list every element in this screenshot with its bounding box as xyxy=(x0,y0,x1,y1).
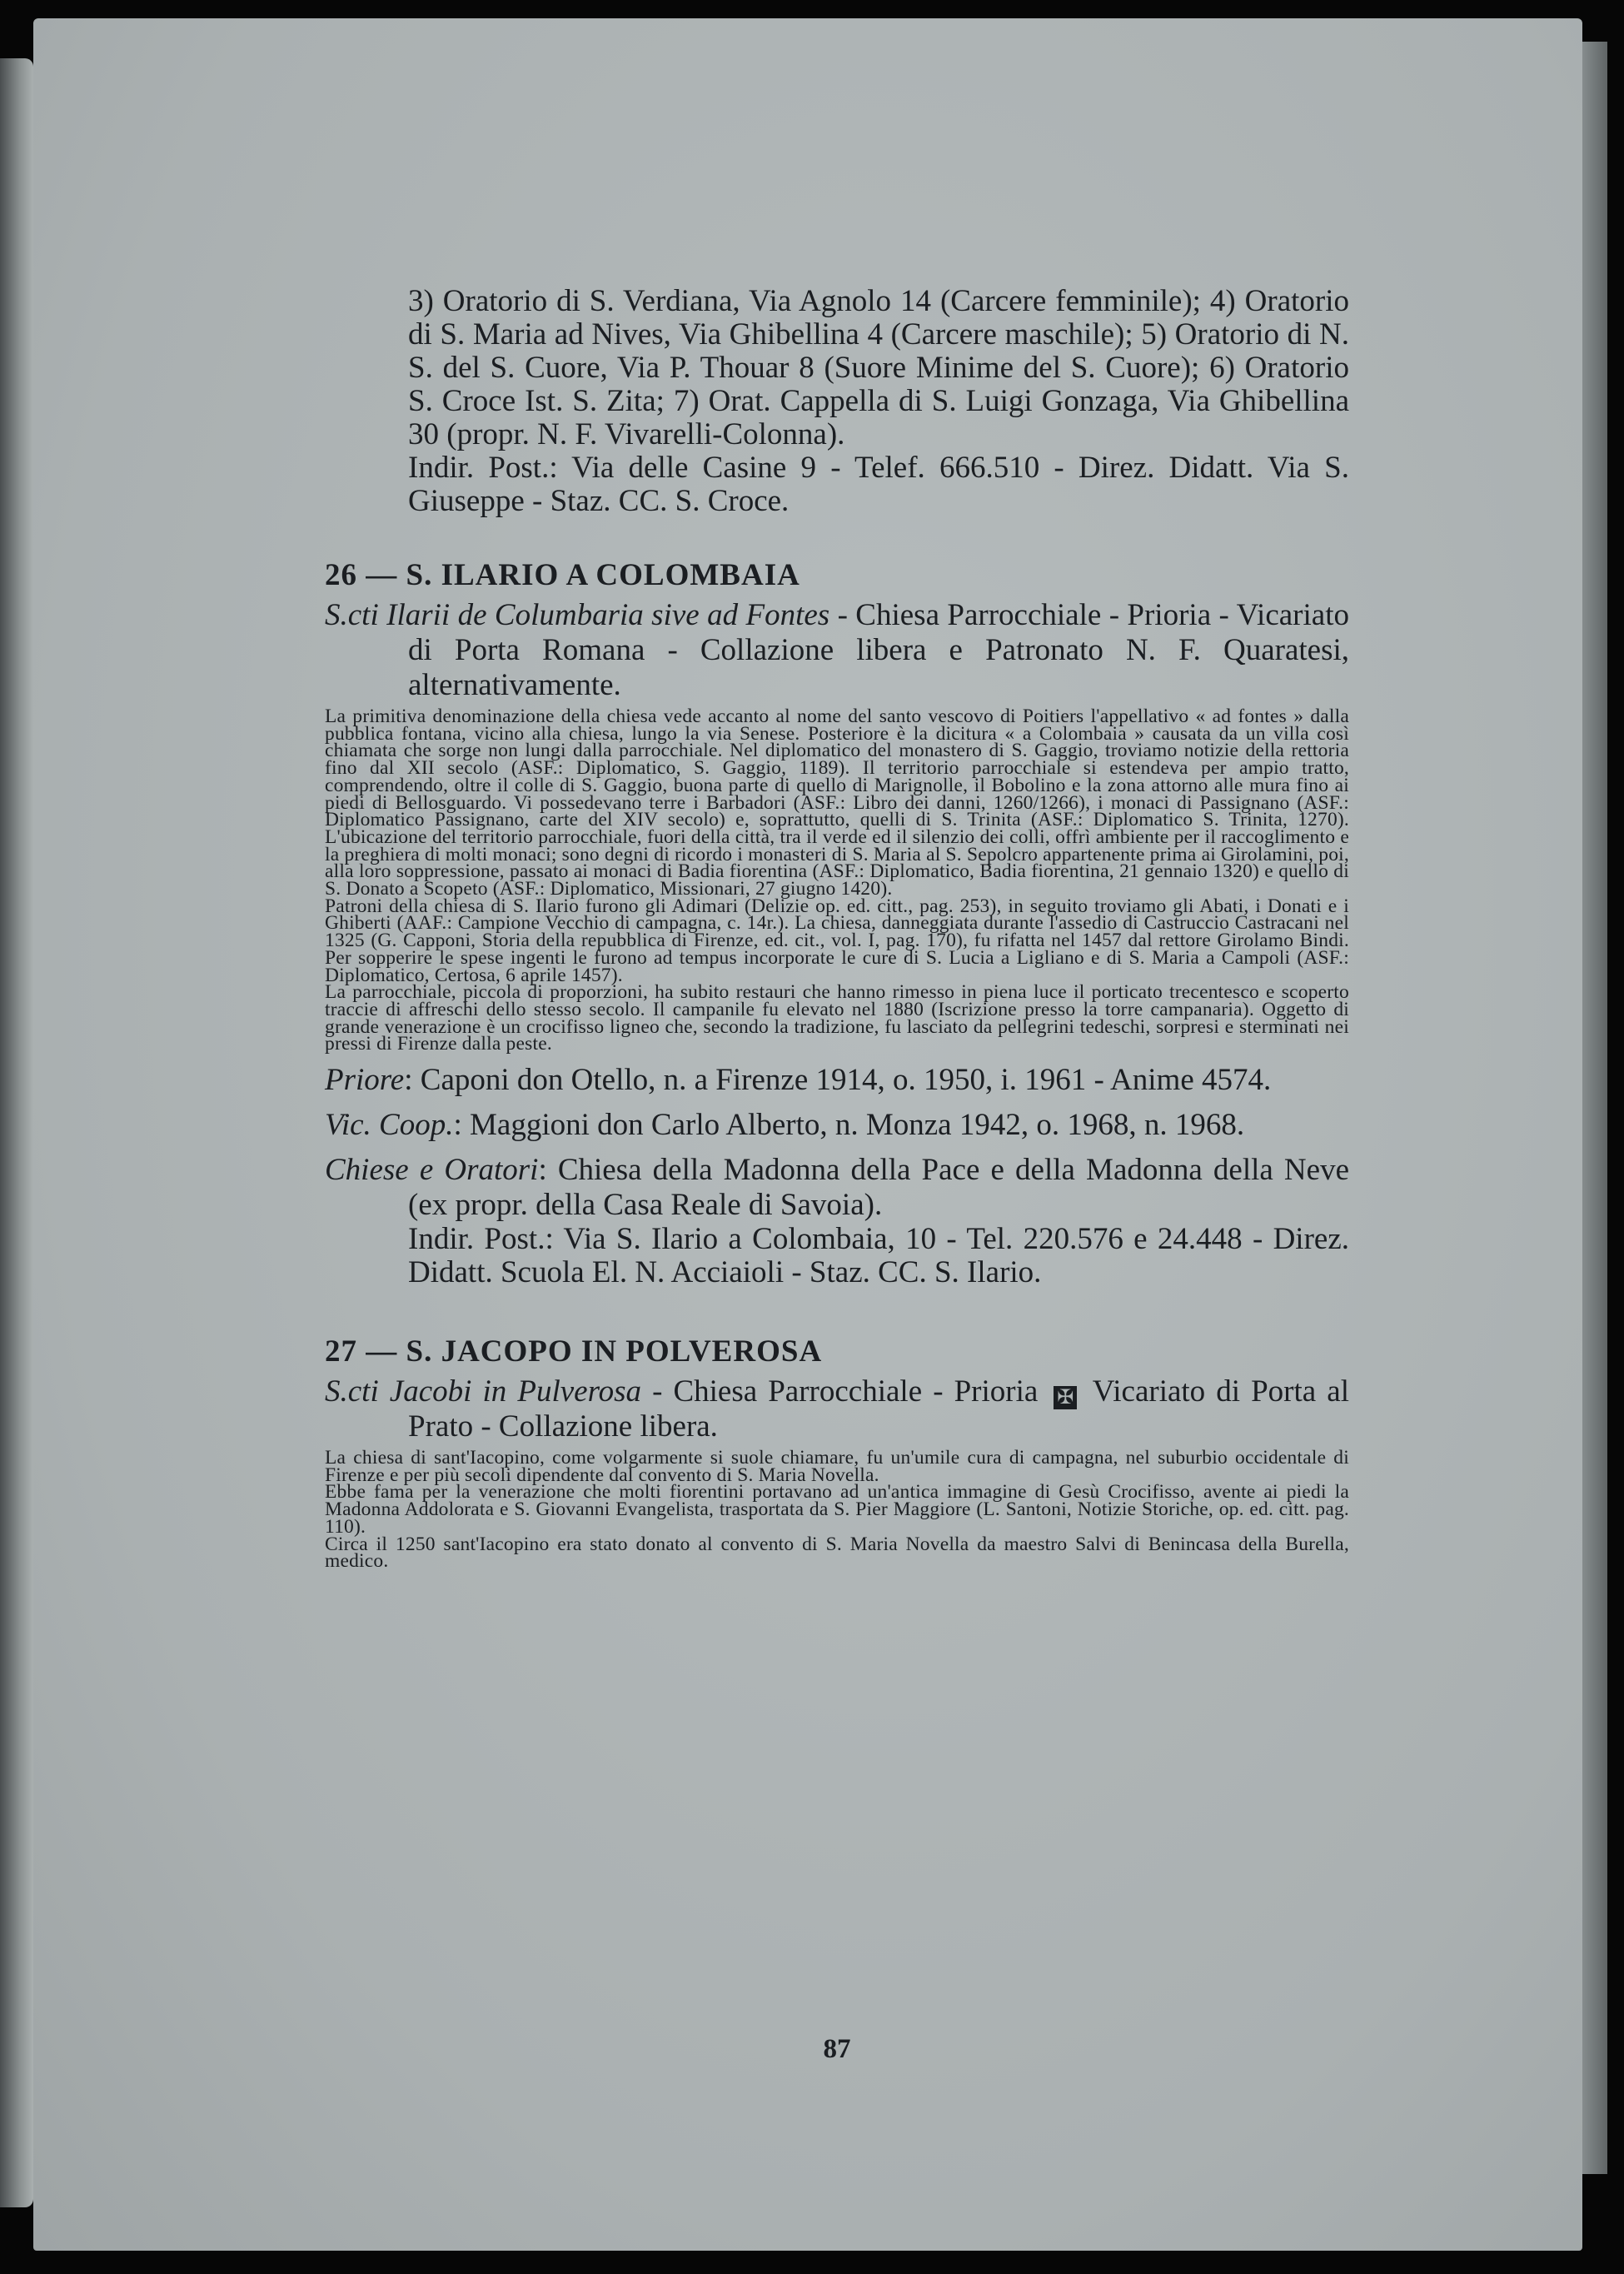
entry-26-chiese xyxy=(325,1153,1349,1223)
entry-26-indirizzo: Indir. Post.: Via S. Ilario a Colombaia, 10 - Tel. 220.576 e 24.448 - Direz. Didatt. Scuola El. N. Acciaioli - Staz. CC. S. Ilario. xyxy=(408,1222,1349,1290)
chiese-text: : Chiesa della Madonna della Pace e della Madonna della Neve (ex propr. della Casa Reale di Savoia). xyxy=(408,1153,1350,1223)
entry-26-priore xyxy=(325,1063,1349,1098)
entry-26-note-2: Patroni della chiesa di S. Ilario furono gli Adimari (Delizie op. ed. citt., pag. 253), in seguito troviamo gli Abati, i Donati e i Ghiberti (AAF.: Campione Vecchio di campagna, c. 14r.). La chiesa, danneggiata durante l'assedio di Castruccio Castracani nel 1325 (G. Capponi, Storia della repubblica di Firenze, ed. cit., vol. I, pag. 170), fu rifatta nel 1457 dal rettore Girolamo Bindi. Per sopperire le spese ingenti le furono ad tempus incorporate le cure di S. Lucia a Ligliano e di S. Maria a Campoli (ASF.: Diplomatico, Certosa, 6 aprile 1457). xyxy=(325,895,1349,986)
entry-26-description: - Chiesa Parrocchiale - Prioria - Vicariato di Porta Romana - Collazione libera e Patronato N. F. Quaratesi, alternativamente. xyxy=(408,598,1349,702)
continuation-oratori: 3) Oratorio di S. Verdiana, Via Agnolo 14 (Carcere femminile); 4) Oratorio di S. Maria ad Nives, Via Ghibellina 4 (Carcere maschile); 5) Oratorio di N. S. del S. Cuore, Via P. Thouar 8 (Suore Minime del S. Cuore); 6) Oratorio S. Croce Ist. S. Zita; 7) Orat. Cappella di S. Luigi Gonzaga, Via Ghibellina 30 (propr. N. F. Vivarelli-Colonna). xyxy=(408,284,1349,451)
entry-27-heading: 27 — S. JACOPO IN POLVEROSA xyxy=(325,1334,823,1369)
entry-27-note-1: La chiesa di sant'Iacopino, come volgarmente si suole chiamare, fu un'umile cura di campagna, nel suburbio occidentale di Firenze e per più secoli dipendente dal convento di S. Maria Novella. xyxy=(325,1447,1349,1486)
entry-27-note-3: Circa il 1250 sant'Iacopino era stato donato al convento di S. Maria Novella da maestro Salvi di Benincasa della Burella, medico. xyxy=(325,1533,1349,1573)
continuation-block xyxy=(325,285,1349,518)
page-number: 87 xyxy=(823,2034,851,2064)
page-content xyxy=(325,284,1350,2064)
priore-label: Priore xyxy=(325,1063,405,1098)
maltese-cross-icon: ✠ xyxy=(1054,1386,1077,1409)
entry-27-note-2: Ebbe fama per la venerazione che molti fiorentini portavano ad un'antica immagine di Gesù Crocifisso, avente ai piedi la Madonna Addolorata e S. Giovanni Evangelista, trasportata da S. Pier Maggiore (L. Santoni, Notizie Storiche, op. ed. citt. pag. 110). xyxy=(325,1481,1349,1538)
entry-26-vic-coop xyxy=(325,1108,1349,1143)
entry-26-note-1: La primitiva denominazione della chiesa vede accanto al nome del santo vescovo di Poitiers l'appellativo « ad fontes » dalla pubblica fontana, vicino alla chiesa, lungo la via Senese. Posteriore è la dicitura « a Colombaia » causata da un villa così chiamata che sorge non lungi dalla parrocchiale. Nel diplomatico del monastero di S. Gaggio, troviamo notizie della rettoria fino dal XII secolo (ASF.: Diplomatico, S. Gaggio, 1189). Il territorio parrocchiale si estendeva per ampio tratto, comprendendo, oltre il colle di S. Gaggio, buona parte di quello di Marignolle, il Bobolino e la zona attorno alle mura fino ai piedi di Bellosguardo. Vi possedevano terre i Barbadori (ASF.: Libro dei danni, 1260/1266), i monaci di Passignano (ASF.: Diplomatico Passignano, carte del XIV secolo) e, soprattutto, quelli di S. Trinita (ASF.: Diplomatico S. Trinita, 1270). L'ubicazione del territorio parrocchiale, fuori della città, tra il verde ed il silenzio dei colli, offrì ambiente per il raccoglimento e la preghiera di molti monaci; sono degni di ricordo i monasteri di S. Maria al S. Sepolcro appartenente prima ai Girolamini, poi, alla loro soppressione, passato ai monaci di Badia fiorentina (ASF.: Diplomatico, Badia fiorentina, 21 gennaio 1320) e quello di S. Donato a Scopeto (ASF.: Diplomatico, Missionari, 27 giugno 1420). xyxy=(325,706,1349,900)
facing-page-edge xyxy=(0,58,33,2207)
vic-coop-text: : Maggioni don Carlo Alberto, n. Monza 1942, o. 1968, n. 1968. xyxy=(453,1108,1245,1143)
entry-27-description-b: Vicariato di Porta al Prato - Collazione libera. xyxy=(408,1374,1349,1444)
entry-26-indirizzo-block xyxy=(325,1223,1349,1289)
entry-26-note-3: La parrocchiale, piccola di proporzioni, ha subito restauri che hanno rimesso in piena luce il porticato trecentesco e scoperto traccie di affreschi dello stesso secolo. Il campanile fu elevato nel 1880 (Iscrizione presso la torre campanaria). Oggetto di grande venerazione è un crocifisso ligneo che, secondo la tradizione, fu lasciato da pellegrini tedeschi, sorpresi e sterminati nei pressi di Firenze dalla peste. xyxy=(325,981,1349,1055)
book-page xyxy=(33,18,1582,2251)
entry-26-heading: 26 — S. ILARIO A COLOMBAIA xyxy=(325,558,800,592)
entry-27-description-a: - Chiesa Parrocchiale - Prioria xyxy=(641,1374,1049,1409)
entry-26-title xyxy=(325,598,1349,703)
vic-coop-label: Vic. Coop. xyxy=(325,1108,454,1143)
entry-27-title xyxy=(325,1374,1349,1444)
page-stack-edge xyxy=(1582,42,1607,2174)
entry-26-latin-name: S.cti Ilarii de Columbaria sive ad Fontes xyxy=(325,598,830,632)
priore-text: : Caponi don Otello, n. a Firenze 1914, o. 1950, i. 1961 - Anime 4574. xyxy=(404,1063,1272,1098)
chiese-label: Chiese e Oratori xyxy=(325,1153,539,1188)
entry-27-latin-name: S.cti Jacobi in Pulverosa xyxy=(325,1374,641,1409)
continuation-indirizzo: Indir. Post.: Via delle Casine 9 - Telef. 666.510 - Direz. Didatt. Via S. Giuseppe - Staz. CC. S. Croce. xyxy=(408,451,1349,518)
